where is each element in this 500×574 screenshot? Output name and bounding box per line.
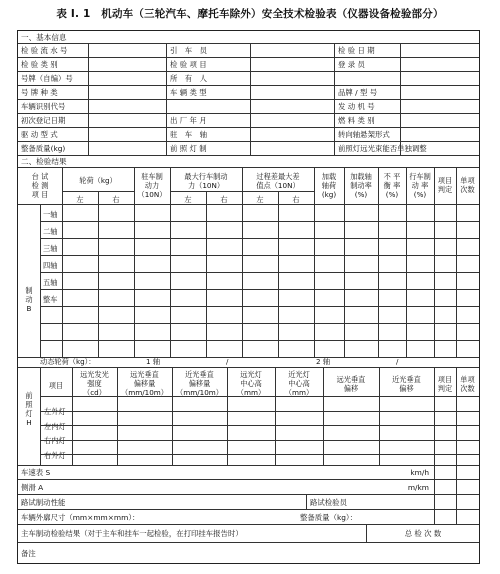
basic-info-value [250, 114, 334, 127]
lamp-item-header: 项目 [48, 381, 64, 390]
basic-info-value [88, 142, 166, 155]
basic-info-value [250, 128, 334, 141]
basic-info-label: 整备质量(kg) [21, 144, 66, 153]
lamp-col-5-header: 近光灯 中心高 （mm） [284, 370, 314, 397]
lamp-col-1-header: 远光发光 强度 （cd） [80, 370, 109, 397]
brake-rate-header: 行车制 动 率 (%) [409, 172, 431, 199]
axle-label: 二轴 [43, 227, 58, 236]
basic-info-value [88, 114, 166, 127]
grid-hline [40, 454, 479, 455]
basic-info-value [400, 72, 479, 85]
basic-info-label [166, 100, 250, 113]
grid-vline [40, 204, 41, 357]
grid-hline [40, 255, 479, 256]
basic-info-value [88, 86, 166, 99]
load-rate-header: 加载轴 制动率 (%) [350, 172, 372, 199]
basic-info-heading-row [18, 31, 479, 44]
basic-info-label: 检 验 类 别 [21, 60, 58, 69]
lamp-label: 左外灯 [44, 407, 66, 416]
load-axle-header: 加载 轴荷 (kg) [321, 172, 337, 199]
basic-info-label: 前 照 灯 制 [166, 142, 250, 155]
grid-vline [206, 191, 207, 357]
road-judge-cell [434, 495, 456, 509]
basic-info-value [250, 86, 334, 99]
brake-retest-header: 单项 次数 [460, 176, 475, 194]
basic-info-value [88, 128, 166, 141]
grid-hline [40, 306, 479, 307]
process-diff-left: 左 [256, 195, 264, 204]
basic-info-label: 转向轴悬架形式 [334, 128, 400, 141]
grid-hline [18, 367, 479, 368]
basic-info-label: 前照灯远光束能否单独调整 [334, 142, 400, 155]
wheel-load-header: 轮荷（kg） [79, 176, 117, 185]
basic-info-row [18, 58, 479, 72]
slip-label: 侧滑 A [21, 482, 44, 492]
form-table [17, 30, 480, 564]
grid-vline [172, 367, 173, 465]
basic-info-label: 驻 车 轴 [166, 128, 250, 141]
brake-block [18, 168, 479, 367]
road-brake-label: 路试制动性能 [21, 497, 66, 507]
basic-info-row [18, 142, 479, 156]
basic-info-value [400, 142, 479, 155]
lamp-judge-header: 项目 判定 [437, 375, 453, 393]
axle-label: 五轴 [43, 278, 58, 287]
axle-label: 四轴 [43, 261, 58, 270]
lamp-label: 右内灯 [44, 436, 66, 445]
basic-info-label: 燃 料 类 别 [334, 114, 400, 127]
grid-hline [62, 191, 134, 192]
basic-info-label: 检 验 项 目 [166, 58, 250, 71]
process-diff-right: 右 [292, 195, 300, 204]
road-brake-row [18, 495, 479, 510]
results-heading: 二、检验结果 [21, 157, 67, 166]
basic-info-label: 检 验 日 期 [334, 44, 400, 57]
basic-info-row [18, 44, 479, 58]
dynamic-axle-2: 2 轴 [316, 357, 331, 366]
form-title: 表 I. 1 机动车（三轮汽车、摩托车除外）安全技术检验表（仪器设备检验部分） [56, 8, 444, 20]
grid-hline [40, 323, 479, 324]
lamp-col-6-header: 远光垂直 偏移 [336, 375, 366, 393]
lamp-label: 右外灯 [44, 450, 66, 460]
basic-info-value [400, 44, 479, 57]
basic-info-value [400, 100, 479, 113]
grid-hline [40, 272, 479, 273]
grid-vline [170, 168, 171, 357]
grid-hline [18, 465, 479, 466]
basic-info-label: 发 动 机 号 [334, 100, 400, 113]
basic-info-value [88, 58, 166, 71]
dims-label: 车辆外廓尺寸（mm×mm×mm）： [21, 512, 140, 522]
grid-vline [242, 168, 243, 357]
road-retest-cell [456, 495, 479, 509]
max-force-right: 右 [220, 195, 228, 204]
grid-vline [378, 168, 379, 357]
grid-hline [18, 357, 479, 358]
basic-info-label: 所 有 人 [166, 72, 250, 85]
basic-info-row [18, 100, 479, 114]
grid-vline [456, 367, 457, 465]
dynamic-sep-2: / [396, 357, 399, 366]
basic-info-row [18, 128, 479, 142]
basic-info-value [400, 86, 479, 99]
imbalance-header: 不 平 衡 率 (%) [383, 172, 401, 199]
basic-info-row [18, 114, 479, 128]
brake-judge-header: 项目 判定 [437, 176, 453, 194]
basic-info-label: 车辆识别代号 [21, 102, 66, 111]
basic-info-label: 驱 动 型 式 [21, 130, 58, 139]
grid-vline [227, 367, 228, 465]
basic-info-value [88, 72, 166, 85]
basic-info-label: 车 辆 类 型 [166, 86, 250, 99]
grid-vline [134, 168, 135, 357]
grid-vline [456, 168, 457, 357]
slip-unit: m/km [407, 482, 429, 492]
basic-info-label: 登 录 员 [334, 58, 400, 71]
dynamic-axle-1: 1 轴 [146, 357, 161, 366]
lamp-col-7-header: 近光垂直 偏移 [392, 375, 421, 393]
speed-label: 车速表 S [21, 467, 51, 477]
basic-info-value [400, 58, 479, 71]
grid-vline [98, 191, 99, 357]
max-force-left: 左 [184, 195, 192, 204]
grid-vline [434, 367, 435, 465]
lamp-col-3-header: 近光垂直 偏移量 （mm/10m） [176, 370, 223, 397]
lamp-label: 左内灯 [44, 421, 66, 431]
brake-item-header: 台 试 检 测 项 目 [31, 172, 49, 199]
slip-row [18, 480, 479, 495]
grid-vline [62, 168, 63, 357]
basic-info-label: 初次登记日期 [21, 116, 66, 125]
basic-info-value [400, 114, 479, 127]
brake-label: 制 动 B [25, 286, 33, 313]
basic-info-row [18, 86, 479, 100]
slip-retest-cell [456, 480, 479, 494]
basic-info-value [250, 72, 334, 85]
basic-info-value [250, 44, 334, 57]
lamp-retest-header: 单项 次数 [460, 375, 475, 393]
grid-vline [72, 367, 73, 465]
basic-info-label: 出 厂 年 月 [166, 114, 250, 127]
basic-info-label [334, 72, 400, 85]
grid-hline [40, 238, 479, 239]
dims-retest-cell [456, 510, 479, 524]
grid-vline [275, 367, 276, 465]
grid-vline [117, 367, 118, 465]
grid-hline [40, 440, 479, 441]
wheel-load-left: 左 [76, 195, 84, 204]
axle-label: 三轴 [43, 244, 58, 253]
process-diff-header: 过程差最大差 值点（10N） [256, 172, 300, 190]
basic-info-value [400, 128, 479, 141]
grid-hline [170, 191, 314, 192]
basic-info-value [250, 142, 334, 155]
basic-info-label: 号 牌 种 类 [21, 88, 58, 97]
grid-vline [323, 367, 324, 465]
grid-hline [18, 204, 479, 205]
grid-hline [40, 396, 479, 397]
grid-vline [434, 168, 435, 357]
grid-hline [40, 340, 479, 341]
axle-label: 整车 [43, 295, 58, 304]
grid-hline [40, 425, 479, 426]
basic-info-heading: 一、基本信息 [21, 32, 67, 42]
lamp-col-2-header: 远光垂直 偏移量 （mm/10m） [121, 370, 168, 397]
main-brake-label: 主车制动检验结果（对于主车和挂车一起检验，在打印挂车报告时） [21, 529, 243, 538]
grid-hline [40, 221, 479, 222]
grid-vline [344, 168, 345, 357]
basic-info-label: 检 验 流 水 号 [21, 46, 68, 55]
dynamic-sep-1: / [226, 357, 229, 366]
grid-vline [40, 367, 41, 465]
results-heading-row [18, 156, 479, 168]
dims-judge-cell [434, 510, 456, 524]
grid-vline [379, 367, 380, 465]
basic-info-value [250, 58, 334, 71]
basic-info-label: 引 车 员 [166, 44, 250, 57]
speed-retest-cell [456, 465, 479, 479]
basic-info-label: 品牌 / 型 号 [334, 86, 400, 99]
headlamp-label: 前 照 灯 H [25, 391, 33, 427]
remarks-label: 备注 [21, 549, 36, 558]
total-times-label: 总 检 次 数 [366, 525, 479, 542]
speed-row [18, 465, 479, 480]
wheel-load-right: 右 [112, 195, 120, 204]
basic-info-value [88, 44, 166, 57]
basic-info-row [18, 72, 479, 86]
headlamp-block [18, 367, 479, 465]
axle-label: 一轴 [43, 210, 58, 219]
grid-vline [278, 191, 279, 357]
lamp-col-4-header: 远光灯 中心高 （mm） [236, 370, 266, 397]
slip-judge-cell [434, 480, 456, 494]
road-inspector-label: 路试检验员 [306, 495, 434, 509]
basic-info-value [88, 100, 166, 113]
curb-mass-label: 整备质量（kg）： [300, 512, 358, 522]
basic-info-label: 号牌（自编）号 [21, 74, 73, 83]
grid-vline [406, 168, 407, 357]
max-force-header: 最大行车制动 力（10N） [184, 172, 228, 190]
dynamic-load-label: 动态轮荷（kg）： [40, 357, 96, 366]
grid-hline [40, 411, 479, 412]
speed-unit: km/h [410, 467, 429, 477]
park-force-header: 驻车制 动力 （10N） [137, 172, 167, 199]
basic-info-value [250, 100, 334, 113]
remarks-row [18, 543, 479, 564]
grid-vline [314, 168, 315, 357]
grid-hline [40, 289, 479, 290]
dims-row [18, 510, 479, 525]
speed-judge-cell [434, 465, 456, 479]
main-brake-row [18, 525, 479, 543]
